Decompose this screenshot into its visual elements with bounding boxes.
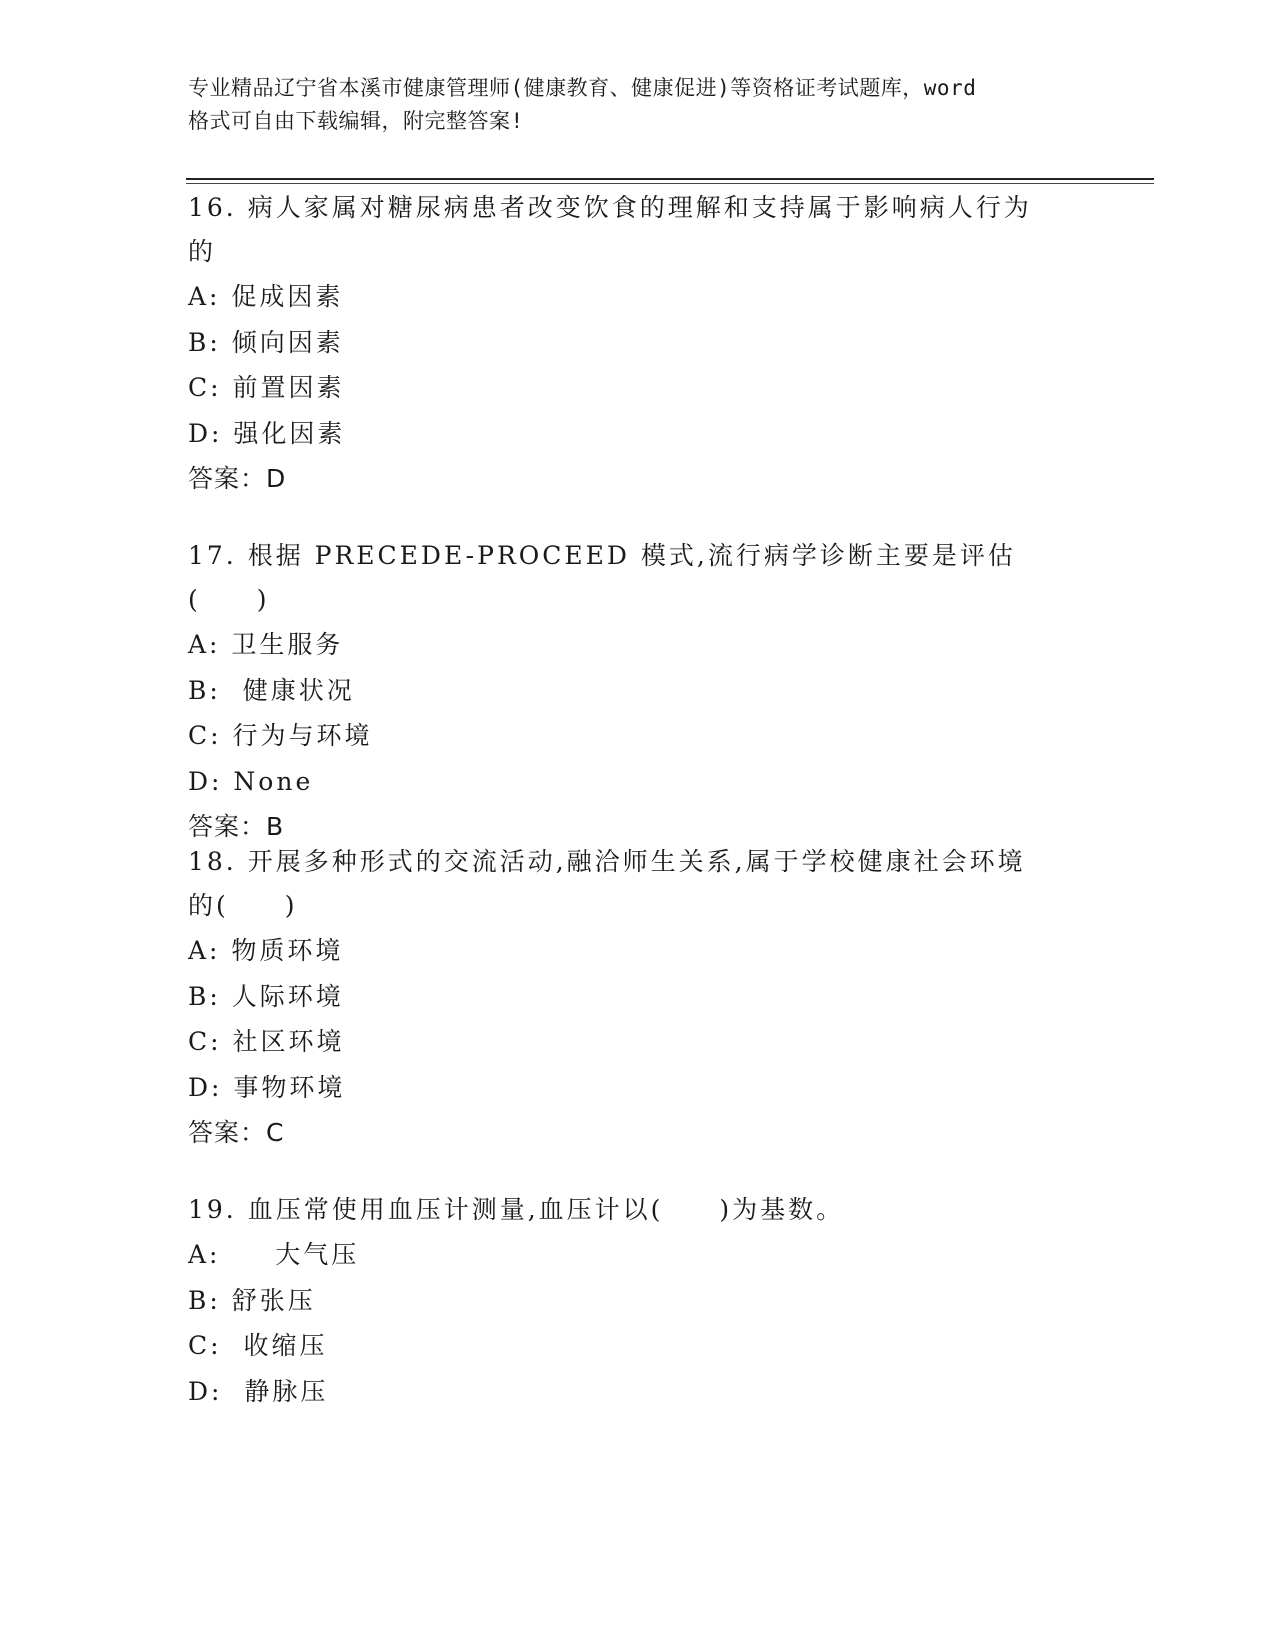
option-b: B: 健康状况 <box>188 675 355 705</box>
option-a: A: 卫生服务 <box>188 630 344 659</box>
option-b: B: 舒张压 <box>188 1285 316 1315</box>
option-d: D: 静脉压 <box>188 1376 329 1406</box>
question-stem-continued: 的( ) <box>188 891 298 920</box>
question-stem: 18. 开展多种形式的交流活动,融洽师生关系,属于学校健康社会环境 <box>188 847 1026 876</box>
question-stem: 19. 血压常使用血压计测量,血压计以( )为基数。 <box>188 1195 845 1224</box>
question-stem: 17. 根据 PRECEDE-PROCEED 模式,流行病学诊断主要是评估( ) <box>188 541 1016 614</box>
option-c: C: 社区环境 <box>188 1027 345 1056</box>
question-19 <box>188 1188 1068 1414</box>
option-a: A: 物质环境 <box>188 936 344 965</box>
option-d: D: 强化因素 <box>188 418 346 448</box>
document-header <box>188 72 1088 138</box>
option-a: A: 大气压 <box>188 1240 360 1269</box>
option-c: C: 前置因素 <box>188 373 345 402</box>
header-divider <box>186 178 1154 180</box>
option-b: B: 人际环境 <box>188 981 344 1011</box>
question-stem-continued: 的 <box>188 237 217 266</box>
option-b: B: 倾向因素 <box>188 327 344 357</box>
question-16 <box>188 186 1068 502</box>
option-c: C: 行为与环境 <box>188 721 373 750</box>
option-d: D: 事物环境 <box>188 1072 346 1102</box>
question-18 <box>188 840 1068 1156</box>
option-a: A: 促成因素 <box>188 282 344 311</box>
question-stem: 16. 病人家属对糖尿病患者改变饮食的理解和支持属于影响病人行为 <box>188 193 1032 222</box>
header-line-2: 格式可自由下载编辑，附完整答案! <box>188 109 524 133</box>
header-divider-thin <box>186 183 1154 184</box>
answer: 答案：B <box>188 812 285 841</box>
header-line-1: 专业精品辽宁省本溪市健康管理师(健康教育、健康促进)等资格证考试题库，word <box>188 76 977 100</box>
option-c: C: 收缩压 <box>188 1331 328 1360</box>
answer: 答案：D <box>188 464 287 493</box>
question-17 <box>188 534 1068 850</box>
option-d: D: None <box>188 766 314 796</box>
answer: 答案：C <box>188 1118 285 1147</box>
